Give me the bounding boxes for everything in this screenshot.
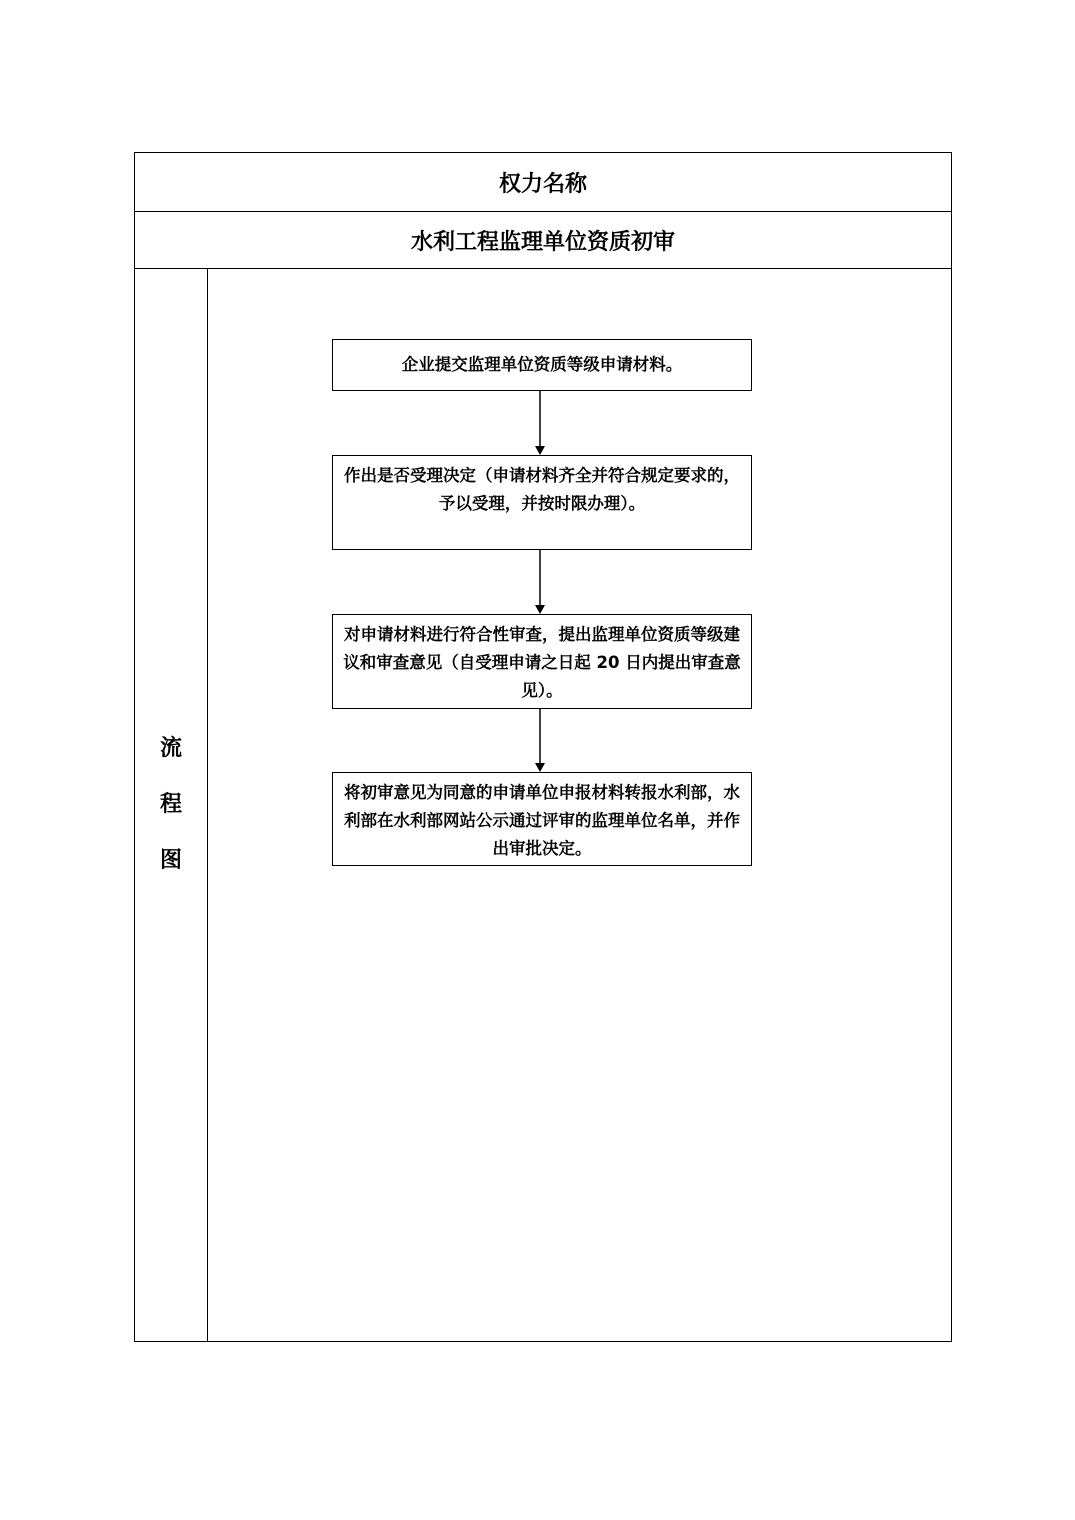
flowchart-label	[135, 269, 208, 1341]
flow-step-text: 对申请材料进行符合性审查，提出监理单位资质等级建议和审查意见（自受理申请之日起 20 日内提出审查意见）。	[343, 625, 741, 700]
table-header-title: 权力名称	[135, 153, 951, 212]
flowchart-label-char: 流	[159, 736, 182, 761]
flow-step-text: 将初审意见为同意的申请单位申报材料转报水利部，水利部在水利部网站公示通过评审的监理单位名单，并作出审批决定。	[344, 783, 740, 858]
flow-step-review	[332, 614, 752, 709]
flow-step-submit	[332, 339, 752, 391]
arrow-down-icon	[535, 391, 545, 455]
arrow-down-icon	[535, 709, 545, 772]
power-name: 水利工程监理单位资质初审	[135, 212, 951, 269]
arrow-down-icon	[535, 550, 545, 614]
flowchart-label-char: 图	[159, 848, 182, 873]
flowchart-label-char: 程	[159, 792, 182, 817]
flow-step-text: 作出是否受理决定（申请材料齐全并符合规定要求的，予以受理，并按时限办理）。	[344, 466, 740, 513]
flow-step-text: 企业提交监理单位资质等级申请材料。	[401, 355, 683, 374]
flow-step-forward-approval	[332, 772, 752, 866]
flow-step-acceptance	[332, 455, 752, 550]
